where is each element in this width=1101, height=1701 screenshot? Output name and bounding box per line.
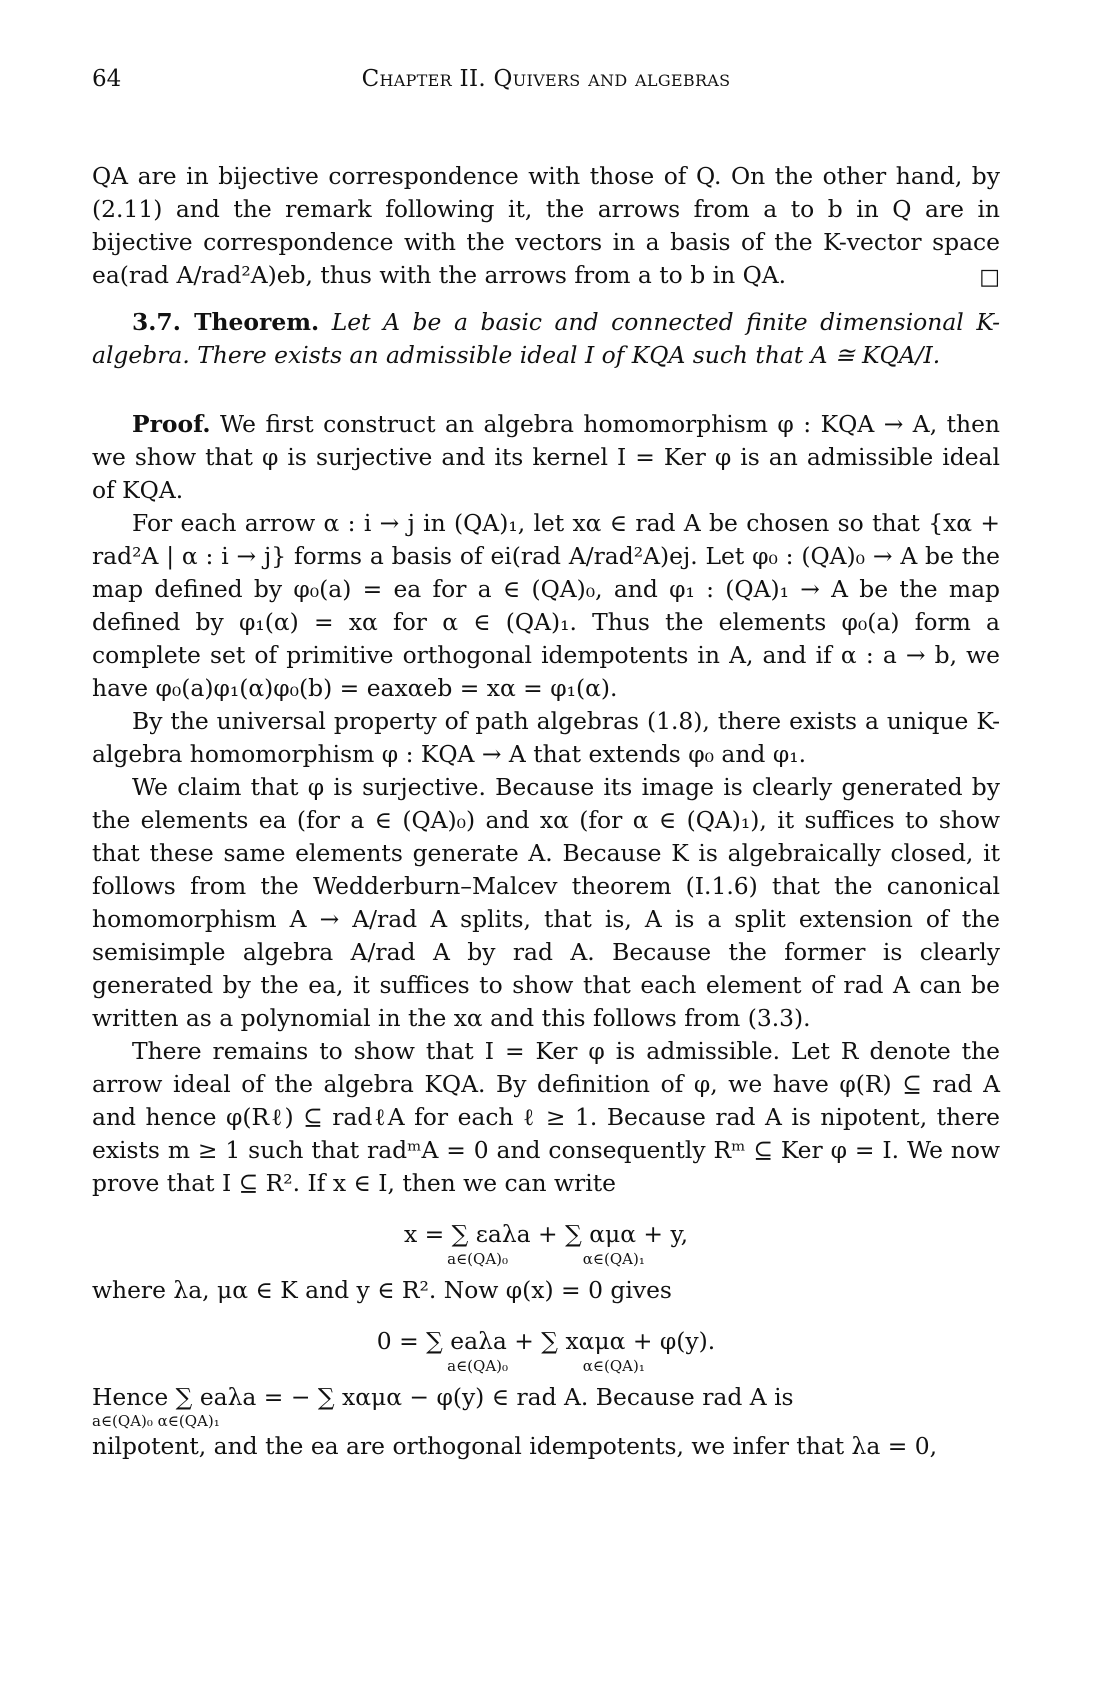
proof-label: Proof.	[132, 410, 211, 438]
equation-x-subscripts: a∈(QA)₀ α∈(QA)₁	[447, 1250, 645, 1268]
proof-paragraph-1	[92, 408, 1000, 507]
theorem-statement: Let A be a basic and connected finite dimensional K-algebra. There exists an admissible ideal I of KQA such that A ≅ KQA/I.	[92, 308, 1000, 369]
continued-paragraph-text: QA are in bijective correspondence with those of Q. On the other hand, by (2.11) and the remark following it, the arrows from a to b in Q are in bijective correspondence with the vectors in a basis of the K-vector space ea(rad A/rad²A)eb, thus with the arrows from a to b in QA.	[92, 162, 1000, 289]
equation-x	[92, 1214, 1000, 1268]
page-number: 64	[92, 66, 122, 92]
page-body	[92, 160, 1000, 1463]
running-title: Chapter II. Quivers and algebras	[361, 66, 731, 92]
proof-paragraph-2: For each arrow α : i → j in (QA)₁, let xα ∈ rad A be chosen so that {xα + rad²A | α : i → j} forms a basis of ei(rad A/rad²A)ej. Let φ₀ : (QA)₀ → A be the map defined by φ₀(a) = ea for a ∈ (QA)₀, and φ₁ : (QA)₁ → A be the map defined by φ₁(α) = xα for α ∈ (QA)₁. Thus the elements φ₀(a) form a complete set of primitive orthogonal idempotents in A, and if α : a → b, we have φ₀(a)φ₁(α)φ₀(b) = eaxαeb = xα = φ₁(α).	[92, 509, 1000, 702]
equation-zero-main: 0 = ∑ eaλa + ∑ xαμα + φ(y).	[376, 1327, 716, 1355]
proof-paragraph-8: nilpotent, and the ea are orthogonal idempotents, we infer that λa = 0,	[92, 1432, 938, 1460]
proof-paragraph-7-subscripts: a∈(QA)₀ α∈(QA)₁	[92, 1412, 220, 1430]
equation-zero-subscripts: a∈(QA)₀ α∈(QA)₁	[447, 1357, 645, 1375]
theorem-label: 3.7. Theorem.	[132, 308, 320, 336]
proof-paragraph-1-text: We first construct an algebra homomorphism φ : KQA → A, then we show that φ is surjective and its kernel I = Ker φ is an admissible ideal of KQA.	[92, 410, 1000, 504]
equation-zero	[92, 1321, 1000, 1375]
equation-x-main: x = ∑ εaλa + ∑ αμα + y,	[403, 1220, 689, 1248]
proof-paragraph-6: where λa, μα ∈ K and y ∈ R². Now φ(x) = 0 gives	[92, 1276, 672, 1304]
proof-paragraph-7: Hence ∑ eaλa = − ∑ xαμα − φ(y) ∈ rad A. Because rad A is	[92, 1383, 794, 1411]
qed-symbol: □	[979, 265, 1000, 290]
theorem-3-7	[92, 306, 1000, 372]
proof-paragraph-4: We claim that φ is surjective. Because its image is clearly generated by the elements ea (for a ∈ (QA)₀) and xα (for α ∈ (QA)₁), it suffices to show that these same elements generate A. Because K is algebraically closed, it follows from the Wedderburn–Malcev theorem (I.1.6) that the canonical homomorphism A → A/rad A splits, that is, A is a split extension of the semisimple algebra A/rad A by rad A. Because the former is clearly generated by the ea, it suffices to show that each element of rad A can be written as a polynomial in the xα and this follows from (3.3).	[92, 773, 1000, 1032]
continued-paragraph	[92, 160, 1000, 292]
page-header	[92, 66, 1000, 102]
proof-paragraph-3: By the universal property of path algebras (1.8), there exists a unique K-algebra homomorphism φ : KQA → A that extends φ₀ and φ₁.	[92, 707, 1000, 768]
proof-paragraph-5: There remains to show that I = Ker φ is admissible. Let R denote the arrow ideal of the algebra KQA. By definition of φ, we have φ(R) ⊆ rad A and hence φ(Rℓ) ⊆ radℓA for each ℓ ≥ 1. Because rad A is nipotent, there exists m ≥ 1 such that radᵐA = 0 and consequently Rᵐ ⊆ Ker φ = I. We now prove that I ⊆ R². If x ∈ I, then we can write	[92, 1037, 1000, 1197]
